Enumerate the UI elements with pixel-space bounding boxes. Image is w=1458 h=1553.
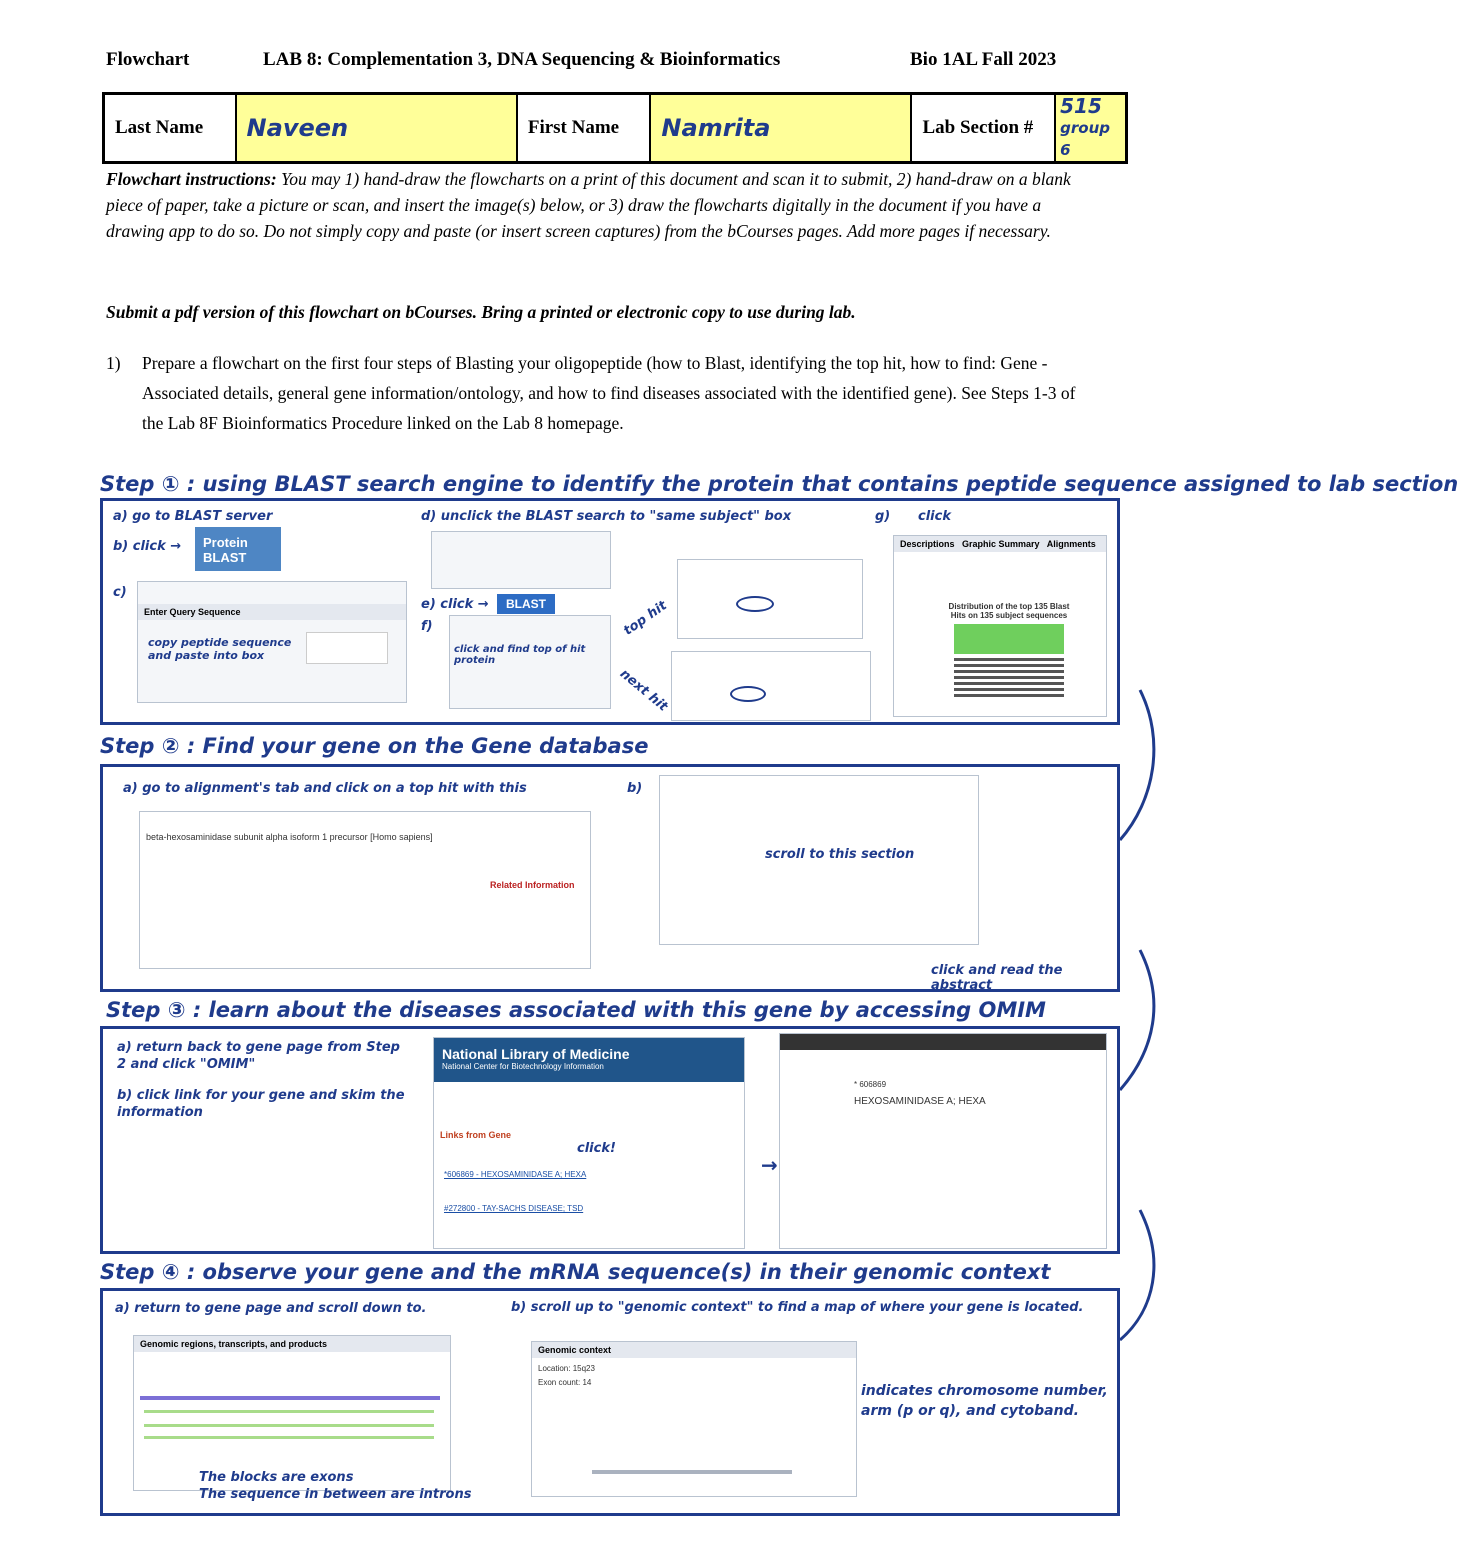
step4-b: b) scroll up to "genomic context" to find a map of where your gene is located. <box>511 1300 1084 1315</box>
step4-panel <box>100 1288 1120 1516</box>
header-right: Bio 1AL Fall 2023 <box>910 49 1057 70</box>
omim-item-1[interactable]: *606869 - HEXOSAMINIDASE A; HEXA <box>444 1170 587 1179</box>
last-name-label: Last Name <box>104 94 236 163</box>
omim-title: HEXOSAMINIDASE A; HEXA <box>854 1096 986 1107</box>
step3-b: b) click link for your gene and skim the information <box>117 1088 405 1120</box>
gc-location: Location: 15q23 <box>538 1364 595 1373</box>
intron-note: The sequence in between are introns <box>199 1487 472 1502</box>
question-1: 1) Prepare a flowchart on the first four steps of Blasting your oligopeptide (how to Blast, identifying the top hit, how to find: Gene - Associated details, general gene information/ontology, and how to find diseases associated with the identified gene). See Steps 1-3 of the Lab 8F Bioinformatics Procedure linked on the Lab 8 homepage. <box>106 353 1076 433</box>
omim-entry-screenshot <box>779 1033 1107 1249</box>
step4-a: a) return to gene page and scroll down to. <box>115 1301 427 1316</box>
graphic-summary-screenshot: Descriptions Graphic Summary Alignments Distribution of the top 135 Blast Hits on 135 subject sequences <box>893 535 1107 717</box>
gc-title: Genomic context <box>532 1342 856 1358</box>
header-left: Flowchart <box>106 49 190 70</box>
links-from-gene: Links from Gene <box>440 1130 512 1140</box>
gc-exon: Exon count: 14 <box>538 1378 592 1387</box>
step1-copy-note: copy peptide sequence and paste into box <box>148 636 292 662</box>
arrow-label-2: next hit <box>616 666 671 715</box>
step1-c: c) <box>113 585 127 600</box>
blast-settings-screenshot <box>431 531 611 589</box>
name-table <box>102 92 1128 164</box>
step1-f: f) <box>421 619 433 634</box>
step2-panel <box>100 764 1120 992</box>
indicates-note: indicates chromosome number, arm (p or q), and cytoband. <box>861 1383 1108 1419</box>
scroll-note: scroll to this section <box>765 847 915 862</box>
step1-d: d) unclick the BLAST search to "same subject" box <box>421 509 792 524</box>
omim-number: * 606869 <box>854 1080 887 1089</box>
protein-blast-tile[interactable]: Protein BLAST <box>195 527 281 571</box>
step3-a: a) return back to gene page from Step 2 and click "OMIM" <box>117 1040 400 1072</box>
step1-click-g: click <box>918 509 951 524</box>
graphic-title: Distribution of the top 135 Blast Hits on 135 subject sequences <box>948 602 1070 620</box>
ncbi-subtitle: National Center for Biotechnology Information <box>442 1062 604 1071</box>
omim-item-2[interactable]: #272800 - TAY-SACHS DISEASE; TSD <box>444 1204 584 1213</box>
step3-title: Step ③ : learn about the diseases associated with this gene by accessing OMIM <box>106 998 1046 1022</box>
step2-title: Step ② : Find your gene on the Gene database <box>100 734 649 758</box>
header-center: LAB 8: Complementation 3, DNA Sequencing & Bioinformatics <box>263 49 781 70</box>
step4-title: Step ④ : observe your gene and the mRNA sequence(s) in their genomic context <box>100 1260 1051 1284</box>
arrow-right-icon: → <box>761 1153 778 1177</box>
first-name-field[interactable]: Namrita <box>650 94 911 163</box>
arrow-label-1: top hit <box>621 598 670 639</box>
alignment-screenshot-2 <box>671 651 871 721</box>
lab-section-label: Lab Section # <box>911 94 1055 163</box>
seq-title: beta-hexosaminidase subunit alpha isoform 1 precursor [Homo sapiens] <box>146 832 433 842</box>
lab-section-field[interactable]: 515 group 6 <box>1055 94 1126 163</box>
first-name-label: First Name <box>517 94 651 163</box>
connector-arrows <box>1110 680 1170 1520</box>
step3-panel <box>100 1026 1120 1254</box>
step2-b: b) <box>627 781 643 796</box>
step1-b: b) click → <box>113 539 182 554</box>
step1-g: g) <box>875 509 891 524</box>
nlm-title: National Library of Medicine <box>442 1046 630 1062</box>
submit-note: Submit a pdf version of this flowchart on bCourses. Bring a printed or electronic copy to use during lab. <box>106 302 856 322</box>
blast-results-screenshot <box>449 615 611 709</box>
step1-click-find: click and find top of hit protein <box>454 644 586 666</box>
blast-query-screenshot: Enter Query Sequence copy peptide sequence and paste into box <box>137 581 407 703</box>
flowchart-instructions: Flowchart instructions: You may 1) hand-draw the flowcharts on a print of this document and scan it to submit, 2) hand-draw on a blank piece of paper, take a picture or scan, and insert the image(s) below, or 3) draw the flowcharts digitally in the document if you have a drawing app to do so. Do not simply copy and paste (or insert screen captures) from the bCourses pages. Add more pages if necessary. <box>106 169 1071 241</box>
step1-title: Step ① : using BLAST search engine to identify the protein that contains peptide sequence assigned to lab section <box>100 472 1458 496</box>
click-note: click! <box>577 1141 616 1156</box>
sequence-alignment-screenshot <box>139 811 591 969</box>
click-read-note: click and read the abstract <box>931 963 1063 993</box>
step1-e: e) click → <box>421 597 489 612</box>
step2-a: a) go to alignment's tab and click on a top hit with this <box>123 781 527 796</box>
blast-button[interactable]: BLAST <box>497 594 555 614</box>
gr-title: Genomic regions, transcripts, and products <box>134 1336 450 1352</box>
step1-panel <box>100 498 1120 725</box>
genomic-regions-screenshot <box>133 1335 451 1491</box>
genomic-context-screenshot <box>531 1341 857 1497</box>
exon-note: The blocks are exons <box>199 1470 354 1485</box>
related-info: Related Information <box>490 880 575 890</box>
step1-a: a) go to BLAST server <box>113 509 273 524</box>
last-name-field[interactable]: Naveen <box>236 94 517 163</box>
alignment-screenshot-1 <box>677 559 863 639</box>
